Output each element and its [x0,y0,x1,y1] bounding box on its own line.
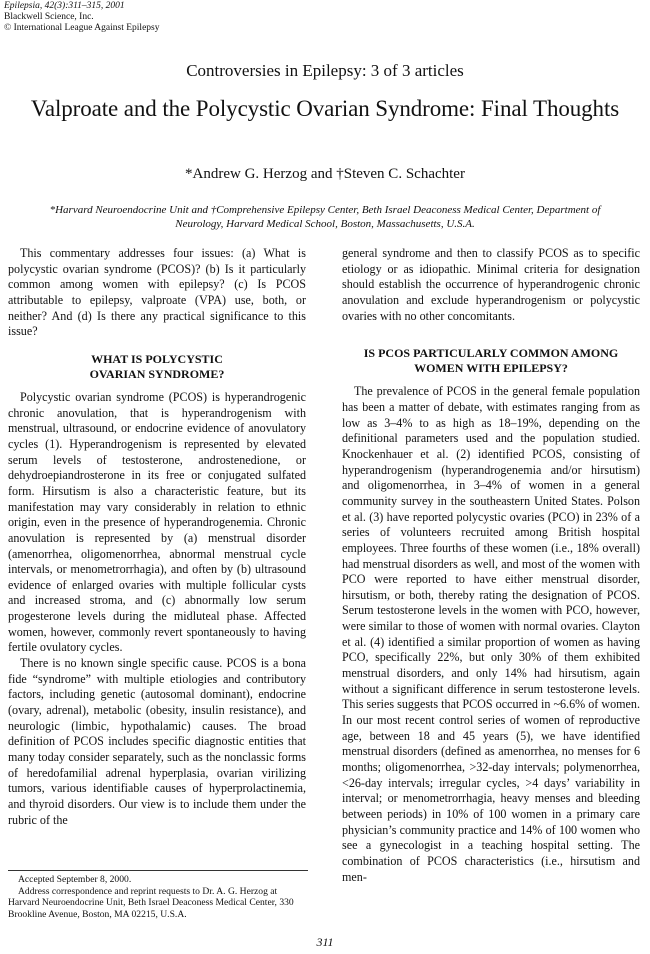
body-paragraph-continued: general syndrome and then to classify PCOS as to specific etiology or as idiopathic. Minimal criteria for designation should establish the occurrence of hyperandrogenic chronic anovulation and exclude hyperandrogenism or polycystic ovaries with no other concomitants. [342,246,640,323]
heading-line: OVARIAN SYNDROME? [89,366,225,381]
footnote-rule [8,870,308,871]
page-number: 311 [316,935,334,949]
section-heading-pcos-definition [8,352,306,382]
affiliation: *Harvard Neuroendocrine Unit and †Comprehensive Epilepsy Center, Beth Israel Deaconess Medical Center, Department of Neurology, Harvard Medical School, Boston, Massachusetts, U.S.A. [49,204,601,230]
accepted-date: Accepted September 8, 2000. [18,874,132,885]
body-paragraph: Polycystic ovarian syndrome (PCOS) is hyperandrogenic chronic anovulation, that is hyperandrogenism with menstrual, ultrasound, or endocrine evidence of anovulatory cycles (1). Hyperandrogenism is represented by elevated serum levels of testosterone, androstenedione, or dehydroepiandrosterone in its free or conjugated sulfated form. Hirsutism is also a characteristic feature, but its manifestation may vary considerably in relation to ethnic origin, even in the presence of hyperandrogenemia. Chronic anovulation is represented by (a) menstrual disorder (amenorrhea, oligomenorrhea, abnormal menstrual cycle intervals, or menometrorrhagia), and often by (b) ultrasound evidence of enlarged ovaries with multiple follicular cysts and increased stroma, and (c) abnormally low serum progesterone levels during the midluteal phase. Affected women, however, commonly revert spontaneously to having fertile ovulatory cycles. [8,389,306,655]
article-title: Valproate and the Polycystic Ovarian Syndrome: Final Thoughts [30,96,620,121]
journal-masthead [4,1,159,34]
intro-paragraph: This commentary addresses four issues: (a) What is polycystic ovarian syndrome (PCOS)? (b) Is it particularly common among women with epilepsy? (c) Is PCOS attributable to epilepsy, valproate (VPA) use, both, or neither? And (d) Is there any practical significance to this issue? [8,246,306,339]
publisher: Blackwell Science, Inc. [4,12,94,22]
body-paragraph: There is no known single specific cause. PCOS is a bona fide “syndrome” with multiple etiologies and contributory factors, including genetic (autosomal dominant), endocrine (ovary, adrenal), metabolic (obesity, insulin resistance), and neurologic (limbic, hypothalamic) causes. The broad definition of PCOS includes specific diagnostic entities that many today consider separately, such as the nonclassic forms of heredofamilial adrenal hyperplasia, ovarian virilizing tumors, various identifiable causes of hyperprolactinemia, and thyroid disorders. Our view is to include them under the rubric of the [8,656,306,827]
heading-line: WOMEN WITH EPILEPSY? [414,361,568,376]
correspondence-address: Address correspondence and reprint requests to Dr. A. G. Herzog at Harvard Neuroendocrine Unit, Beth Israel Deaconess Medical Center, 330 Brookline Avenue, Boston, MA 02215, U.S.A. [8,885,294,920]
right-column [342,246,640,885]
body-paragraph: The prevalence of PCOS in the general female population has been a matter of debate, with estimates ranging from as low as 3–4% to as high as 18–19%, depending on the definitional parameters used and the population studied. Knockenhauer et al. (2) identified PCOS, consisting of hyperandrogenism (hyperandrogenemia and/or hirsutism) and oligomenorrhea, in 3–4% of women in a general community survey in the southeastern United States. Polson et al. (3) have reported polycystic ovaries (PCO) in 23% of a series of volunteers recruited among British hospital employees. Three fourths of these women (i.e., 18% overall) had menstrual disorders as well, and most of the women with PCO were reported to have either menstrual disorder, hirsutism, or both, thereby rating the designation of PCOS. Serum testosterone levels in the women with PCO, however, were similar to those of women with normal ovaries. Clayton et al. (4) identified a similar proportion of women as having PCO, specifically 22%, but only 30% of them exhibited menstrual disorders, and only 14% had hirsutism, again without a significant difference in serum testosterone levels. This series suggests that PCOS occurred in ~6.6% of women. In our most recent control series of women of reproductive age, between 18 and 45 years (5), we have identified menstrual disorders (defined as amenorrhea, no menses for 6 months; oligomenorrhea, >32-day intervals; polymenorrhea, <26-day intervals; irregular cycles, >4 days’ variability in interval; or menometrorrhagia, heavy menses and bleeding between periods) in 10% of 100 women in a primary care physician’s community practice and 14% of 100 women who see a gynecologist in a teaching hospital setting. The combination of PCOS characteristics (i.e., hirsutism and men- [342,384,640,884]
journal-citation: Epilepsia, 42(3):311–315, 2001 [4,1,125,11]
copyright: © International League Against Epilepsy [4,23,160,33]
series-label: Controversies in Epilepsy: 3 of 3 articles [186,61,464,80]
section-heading-pcos-prevalence [342,346,640,376]
heading-line: WHAT IS POLYCYSTIC [91,351,223,366]
heading-line: IS PCOS PARTICULARLY COMMON AMONG [363,346,619,361]
footnote [8,870,308,920]
left-column [8,246,306,828]
author-line: *Andrew G. Herzog and †Steven C. Schachter [185,166,465,182]
